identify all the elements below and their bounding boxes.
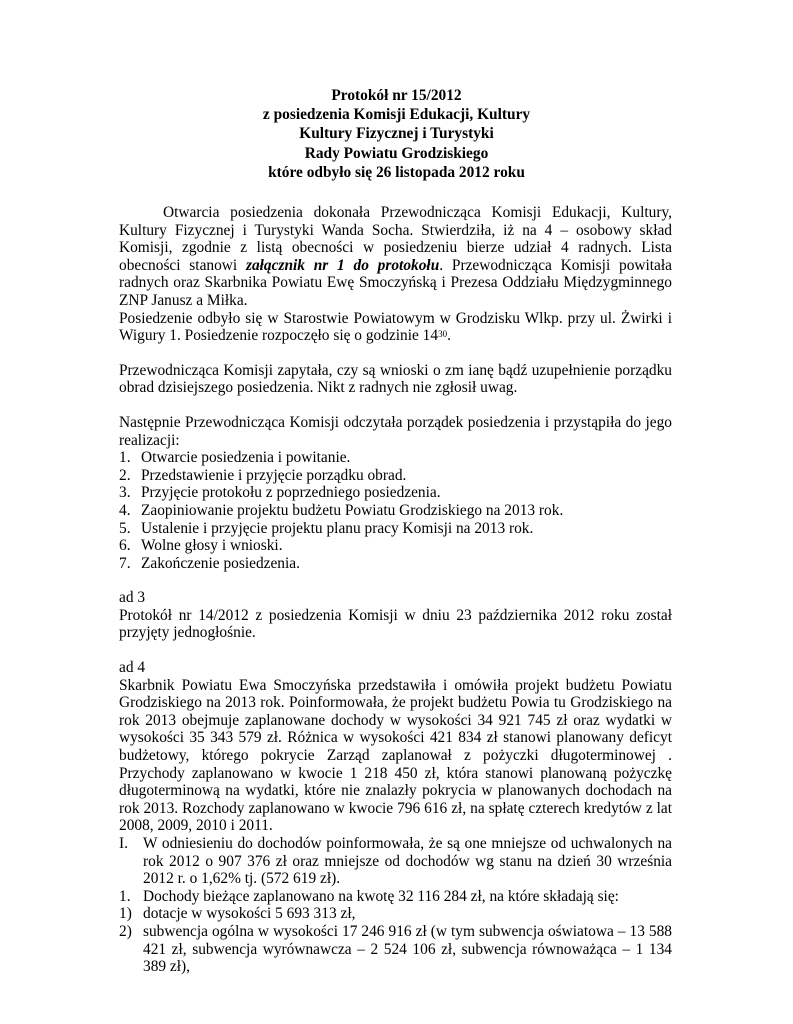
title-line-1: Protokół nr 15/2012 bbox=[331, 87, 462, 104]
agenda-item-text: Wolne głosy i wnioski. bbox=[141, 537, 283, 555]
agenda-list bbox=[119, 449, 672, 572]
agenda-item-text: Przyjęcie protokołu z poprzedniego posiedzenia. bbox=[141, 484, 441, 502]
title-line-5: które odbyło się 26 listopada 2012 roku bbox=[268, 163, 525, 181]
agenda-item-text: Otwarcie posiedzenia i powitanie. bbox=[141, 449, 351, 467]
subpoint-1-number: 1) bbox=[119, 905, 132, 923]
point-1-text: Dochody bieżące zaplanowano na kwotę 32 116 284 zł, na które składają się: bbox=[143, 887, 619, 905]
question-paragraph: Przewodnicząca Komisji zapytała, czy są wnioski o zm ianę bądź uzupełnienie porządku obrad dzisiejszego posiedzenia. Nikt z radnych nie zgłosił uwag. bbox=[119, 361, 672, 397]
ad3-heading: ad 3 bbox=[119, 589, 146, 607]
agenda-item-number: 1. bbox=[119, 449, 131, 467]
agenda-item-text: Przedstawienie i przyjęcie porządku obrad. bbox=[141, 466, 407, 484]
subpoint-1-text: dotacje w wysokości 5 693 313 zł, bbox=[143, 905, 356, 923]
intro-text-2: . Przewodnicząca Komisji powitała radnych oraz Skarbnika Powiatu Ewę Smoczyńską i Prezesa Oddziału Międzygminnego ZNP Janusz a Miłka. bbox=[119, 256, 672, 309]
document-title bbox=[0, 86, 793, 182]
ad4-heading: ad 4 bbox=[119, 659, 146, 677]
agenda-item-text: Ustalenie i przyjęcie projektu planu pracy Komisji na 2013 rok. bbox=[141, 519, 534, 537]
agenda-item bbox=[119, 467, 672, 485]
agenda-item-number: 6. bbox=[119, 537, 131, 555]
agenda-item-number: 5. bbox=[119, 519, 131, 537]
agenda-intro: Następnie Przewodnicząca Komisji odczytała porządek posiedzenia i przystąpiła do jego realizacji: bbox=[119, 413, 672, 449]
agenda-item bbox=[119, 484, 672, 502]
point-1 bbox=[119, 888, 672, 906]
point-I bbox=[119, 835, 672, 888]
subpoint-2 bbox=[119, 923, 672, 976]
attachment-reference: załącznik nr 1 do protokołu bbox=[245, 256, 440, 274]
location-paragraph bbox=[119, 310, 672, 345]
subpoint-1 bbox=[119, 905, 672, 923]
agenda-item-number: 4. bbox=[119, 501, 131, 519]
agenda-item bbox=[119, 502, 672, 520]
agenda-item-number: 7. bbox=[119, 554, 131, 572]
title-line-2: z posiedzenia Komisji Edukacji, Kultury bbox=[262, 106, 531, 124]
point-I-text: W odniesieniu do dochodów poinformowała, że są one mniejsze od uchwalonych na rok 2012 o 907 376 zł oraz mniejsze od dochodów wg stanu na dzień 30 września 2012 r. o 1,62% tj. (572 619 zł). bbox=[143, 835, 672, 888]
location-end: . bbox=[447, 327, 451, 345]
title-line-4: Rady Powiatu Grodziskiego bbox=[304, 144, 489, 162]
agenda-item-number: 2. bbox=[119, 466, 131, 484]
agenda-item bbox=[119, 555, 672, 573]
intro-text-1: Otwarcia posiedzenia dokonała Przewodnicząca Komisji Edukacji, Kultury, Kultury Fizycznej i Turystyki Wanda Socha. Stwierdziła, iż na 4 – osobowy skład Komisji, zgodnie z listą obecności w posiedzeniu bierze udział 4 radnych. Lista obecności stanowi bbox=[119, 204, 672, 274]
agenda-item-number: 3. bbox=[119, 484, 131, 502]
point-I-number: I. bbox=[119, 835, 128, 852]
title-line-3: Kultury Fizycznej i Turystyki bbox=[299, 125, 494, 143]
ad3-paragraph: Protokół nr 14/2012 z posiedzenia Komisji w dniu 23 października 2012 roku został przyjęty jednogłośnie. bbox=[119, 606, 672, 642]
point-1-number: 1. bbox=[119, 887, 131, 905]
agenda-item-text: Zaopiniowanie projektu budżetu Powiatu Grodziskiego na 2013 rok. bbox=[141, 501, 564, 519]
time-superscript: 30 bbox=[438, 329, 448, 340]
agenda-item-text: Zakończenie posiedzenia. bbox=[141, 554, 300, 572]
agenda-item bbox=[119, 537, 672, 555]
document-body bbox=[119, 204, 672, 976]
subpoint-2-text: subwencja ogólna w wysokości 17 246 916 zł (w tym subwencja oświatowa – 13 588 421 zł, subwencja wyrównawcza – 2 524 106 zł, subwencja równoważąca – 1 134 389 zł), bbox=[143, 922, 672, 976]
intro-paragraph bbox=[119, 204, 672, 310]
location-text: Posiedzenie odbyło się w Starostwie Powiatowym w Grodzisku Wlkp. przy ul. Żwirki i Wigury 1. Posiedzenie rozpoczęło się o godzinie 14 bbox=[119, 309, 672, 345]
agenda-item bbox=[119, 520, 672, 538]
agenda-item bbox=[119, 449, 672, 467]
subpoint-2-number: 2) bbox=[119, 922, 132, 940]
ad4-paragraph: Skarbnik Powiatu Ewa Smoczyńska przedstawiła i omówiła projekt budżetu Powiatu Grodziskiego na 2013 rok. Poinformowała, że projekt budżetu Powia tu Grodziskiego na rok 2013 obejmuje zaplanowane dochody w wysokości 34 921 745 zł oraz wydatki w wysokości 35 343 579 zł. Różnica w wysokości 421 834 zł stanowi planowany deficyt budżetowy, którego pokrycie Zarząd zaplanował z pożyczki długoterminowej . Przychody zaplanowano w kwocie 1 218 450 zł, która stanowi planowaną pożyczkę długoterminową na wydatki, które nie znalazły pokrycia w planowanych dochodach na rok 2013. Rozchody zaplanowano w kwocie 796 616 zł, na spłatę czterech kredytów z lat 2008, 2009, 2010 i 2011. bbox=[119, 676, 672, 835]
